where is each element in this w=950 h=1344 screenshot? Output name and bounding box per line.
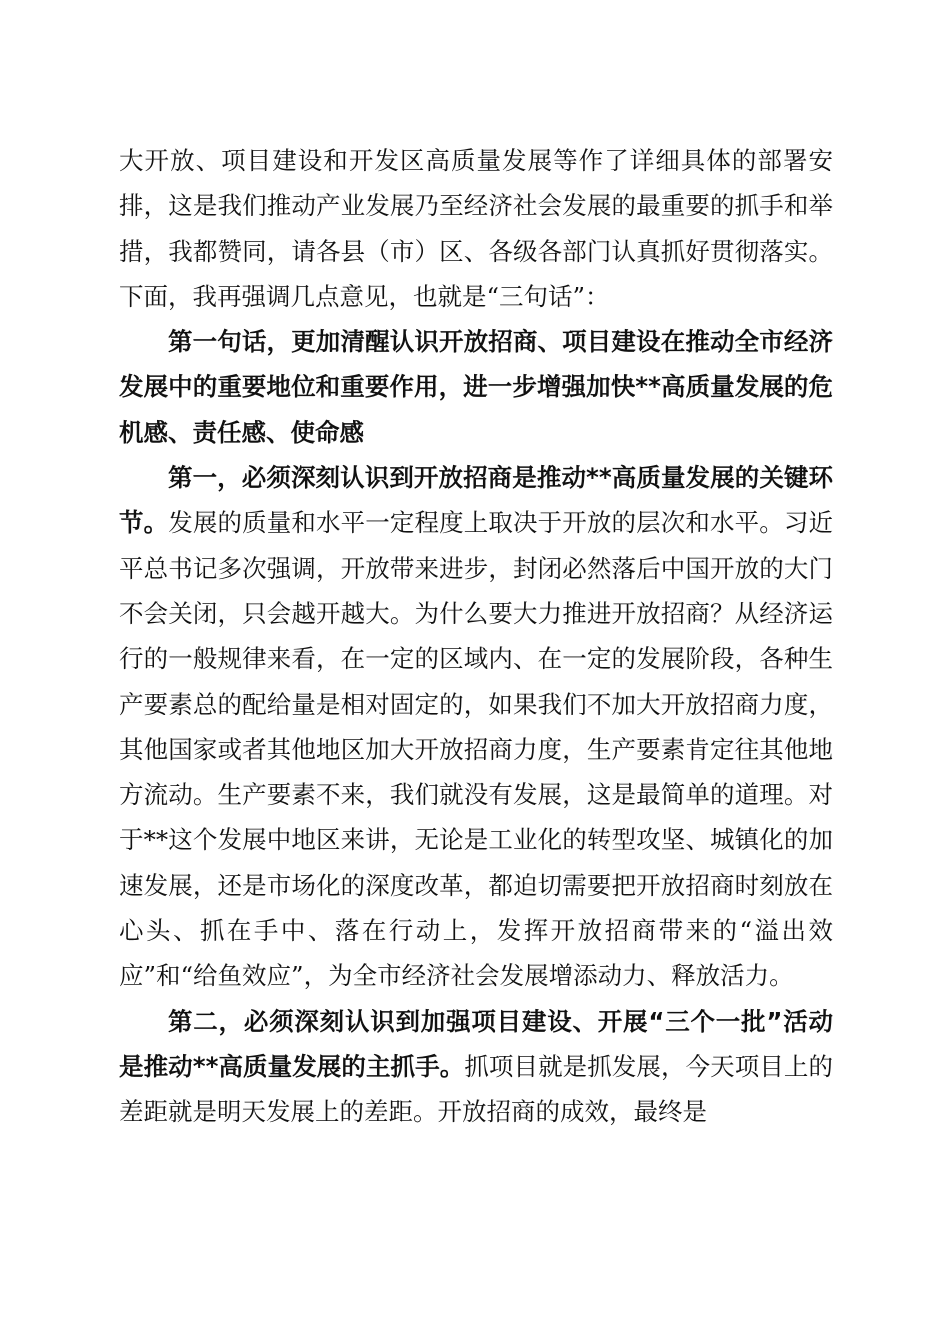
point-2-lead: 第二，必须深刻认识到加强项目建设、开展“三个一批”活动是推动**高质量发展的主抓手。 [119, 1006, 833, 1081]
section-heading: 第一句话，更加清醒认识开放招商、项目建设在推动全市经济发展中的重要地位和重要作用，进一步增强加快**高质量发展的危机感、责任感、使命感 [119, 327, 833, 447]
point-2-body: 抓项目就是抓发展，今天项目上的差距就是明天发展上的差距。开放招商的成效，最终是 [119, 1051, 833, 1127]
paragraph-intro: 大开放、项目建设和开发区高质量发展等作了详细具体的部署安排，这是我们推动产业发展乃至经济社会发展的最重要的抓手和举措，我都赞同，请各县（市）区、各级各部门认真抓好贯彻落实。下面，我再强调几点意见，也就是“三句话”： [119, 146, 833, 311]
paragraph-point-1 [119, 455, 833, 999]
point-1-body: 发展的质量和水平一定程度上取决于开放的层次和水平。习近平总书记多次强调，开放带来进步，封闭必然落后中国开放的大门不会关闭，只会越开越大。为什么要大力推进开放招商？从经济运行的一般规律来看，在一定的区域内、在一定的发展阶段，各种生产要素总的配给量是相对固定的，如果我们不加大开放招商力度，其他国家或者其他地区加大开放招商力度，生产要素肯定往其他地方流动。生产要素不来，我们就没有发展，这是最简单的道理。对于**这个发展中地区来讲，无论是工业化的转型攻坚、城镇化的加速发展，还是市场化的深度改革，都迫切需要把开放招商时刻放在心头、抓在手中、落在行动上，发挥开放招商带来的“溢出效应”和“给鱼效应”，为全市经济社会发展增添动力、释放活力。 [119, 508, 833, 991]
document-body [119, 138, 833, 1135]
point-1-lead: 第一，必须深刻认识到开放招商是推动**高质量发展的关键环节。 [119, 463, 833, 538]
paragraph-point-2 [119, 999, 833, 1135]
